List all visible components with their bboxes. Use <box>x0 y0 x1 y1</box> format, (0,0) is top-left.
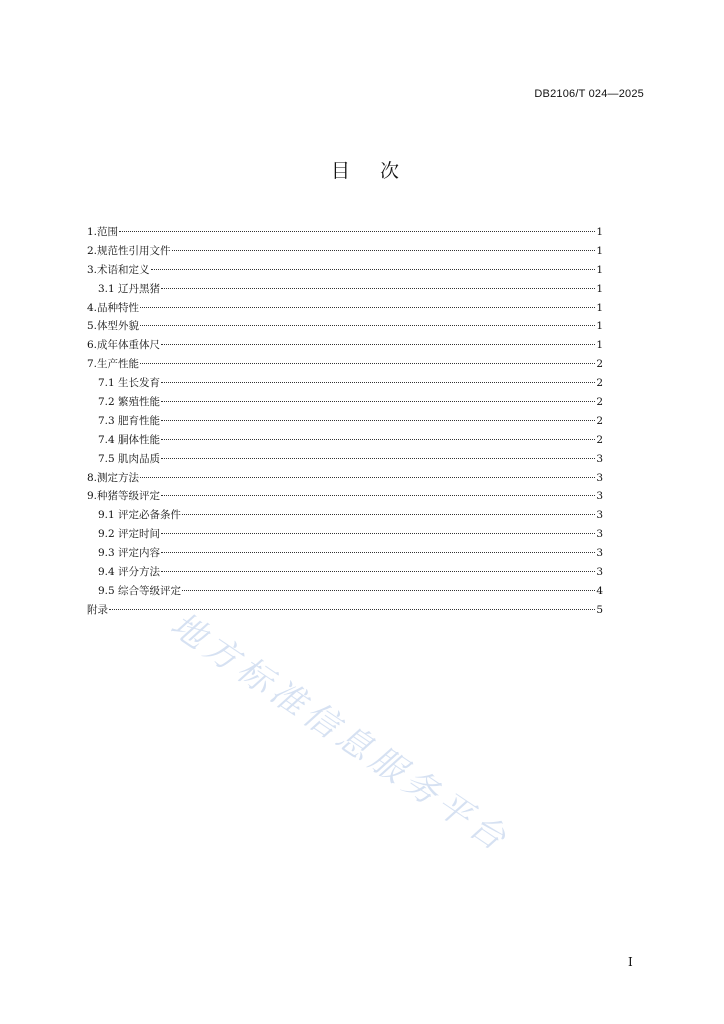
toc-dot-leader <box>172 250 596 251</box>
toc-dot-leader <box>140 363 595 364</box>
toc-entry-label: 附录 <box>87 603 108 616</box>
toc-entry[interactable] <box>87 261 603 280</box>
toc-entry-label: 7.5 肌肉品质 <box>98 452 161 465</box>
toc-dot-leader <box>161 552 595 553</box>
toc-dot-leader <box>182 514 595 515</box>
toc-entry[interactable] <box>87 393 603 412</box>
toc-entry-label: 6.成年体重体尺 <box>87 339 161 352</box>
toc-dot-leader <box>161 495 595 496</box>
toc-entry-page: 1 <box>596 320 603 333</box>
toc-entry[interactable] <box>87 242 603 261</box>
toc-entry[interactable] <box>87 431 603 450</box>
toc-entry[interactable] <box>87 563 603 582</box>
toc-entry-label: 7.4 胴体性能 <box>98 433 161 446</box>
toc-entry-label: 9.4 评分方法 <box>98 566 161 579</box>
toc-entry-label: 8.测定方法 <box>87 471 140 484</box>
toc-dot-leader <box>161 571 595 572</box>
toc-entry-label: 7.2 繁殖性能 <box>98 396 161 409</box>
toc-entry[interactable] <box>87 582 603 601</box>
toc-entry[interactable] <box>87 223 603 242</box>
toc-entry[interactable] <box>87 317 603 336</box>
toc-entry-label: 2.规范性引用文件 <box>87 244 171 257</box>
toc-dot-leader <box>161 420 595 421</box>
toc-entry-page: 2 <box>596 433 603 446</box>
toc-entry-page: 3 <box>596 452 603 465</box>
toc-dot-leader <box>161 382 595 383</box>
toc-dot-leader <box>161 533 595 534</box>
toc-entry-label: 3.术语和定义 <box>87 263 150 276</box>
toc-entry-label: 9.2 评定时间 <box>98 528 161 541</box>
toc-dot-leader <box>140 307 595 308</box>
toc-entry[interactable] <box>87 469 603 488</box>
toc-dot-leader <box>140 477 595 478</box>
toc-dot-leader <box>161 344 595 345</box>
document-code: DB2106/T 024—2025 <box>534 88 644 100</box>
toc-entry-page: 3 <box>596 471 603 484</box>
toc-entry-page: 2 <box>596 396 603 409</box>
toc-dot-leader <box>161 288 595 289</box>
toc-entry-page: 3 <box>596 509 603 522</box>
toc-entry-page: 2 <box>596 358 603 371</box>
toc-entry-label: 3.1 辽丹黑猪 <box>98 282 161 295</box>
watermark: 地方标准信息服务平台 <box>163 604 518 862</box>
toc-entry-page: 3 <box>596 490 603 503</box>
toc-entry-page: 1 <box>596 244 603 257</box>
toc-entry-page: 1 <box>596 339 603 352</box>
toc-entry[interactable] <box>87 544 603 563</box>
toc-entry-label: 9.1 评定必备条件 <box>98 509 182 522</box>
toc-dot-leader <box>161 458 595 459</box>
toc-entry-page: 1 <box>596 263 603 276</box>
toc-entry[interactable] <box>87 506 603 525</box>
toc-dot-leader <box>140 325 595 326</box>
toc-entry-page: 5 <box>596 603 603 616</box>
toc-entry-page: 2 <box>596 377 603 390</box>
toc-entry-page: 3 <box>596 547 603 560</box>
toc-dot-leader <box>182 590 595 591</box>
toc-entry-label: 9.5 综合等级评定 <box>98 584 182 597</box>
toc-dot-leader <box>161 401 595 402</box>
table-of-contents <box>87 223 603 620</box>
toc-entry-label: 4.品种特性 <box>87 301 140 314</box>
toc-dot-leader <box>119 231 595 232</box>
page-number: I <box>628 955 633 969</box>
toc-entry[interactable] <box>87 450 603 469</box>
toc-entry-label: 7.生产性能 <box>87 358 140 371</box>
toc-entry[interactable] <box>87 355 603 374</box>
toc-entry-page: 1 <box>596 282 603 295</box>
toc-entry[interactable] <box>87 374 603 393</box>
toc-entry-page: 3 <box>596 566 603 579</box>
toc-entry-page: 1 <box>596 226 603 238</box>
toc-entry-page: 1 <box>596 301 603 314</box>
toc-entry-label: 9.3 评定内容 <box>98 547 161 560</box>
page-title: 目 次 <box>330 160 412 182</box>
toc-entry[interactable] <box>87 412 603 431</box>
toc-entry-page: 2 <box>596 414 603 427</box>
toc-entry-label: 7.1 生长发育 <box>98 377 161 390</box>
toc-entry-page: 3 <box>596 528 603 541</box>
toc-entry-label: 7.3 肥育性能 <box>98 414 161 427</box>
toc-dot-leader <box>151 269 596 270</box>
toc-entry[interactable] <box>87 336 603 355</box>
toc-dot-leader <box>161 439 595 440</box>
toc-entry[interactable] <box>87 525 603 544</box>
toc-entry[interactable] <box>87 601 603 620</box>
toc-entry[interactable] <box>87 280 603 299</box>
toc-entry[interactable] <box>87 487 603 506</box>
toc-entry-label: 5.体型外貌 <box>87 320 140 333</box>
toc-entry-label: 9.种猪等级评定 <box>87 490 161 503</box>
toc-entry-label: 1.范围 <box>87 226 119 238</box>
toc-entry[interactable] <box>87 299 603 318</box>
toc-entry-page: 4 <box>596 584 603 597</box>
